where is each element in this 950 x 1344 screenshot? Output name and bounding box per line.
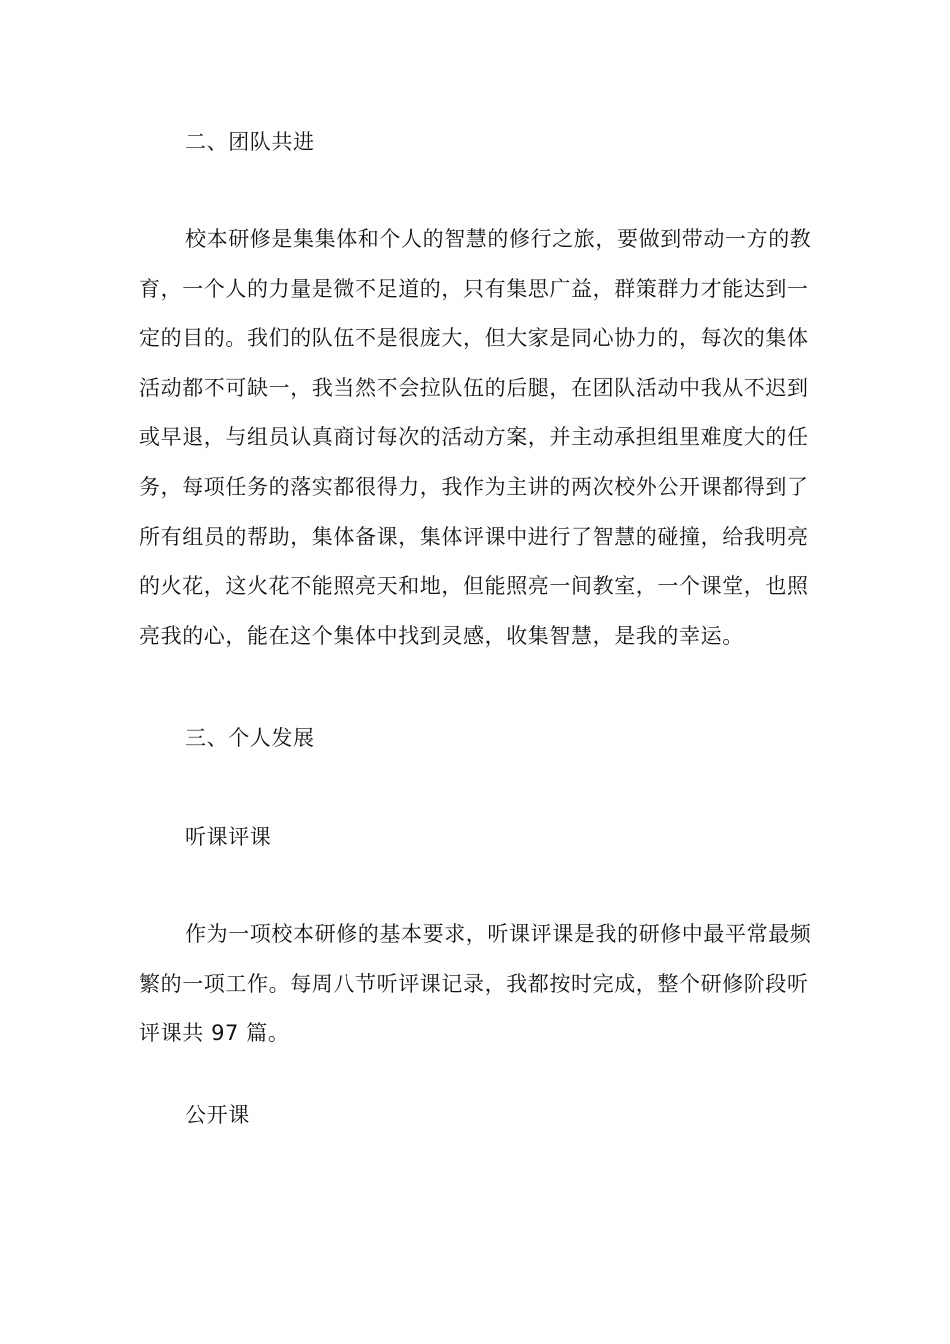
paragraph-line: 作为一项校本研修的基本要求，听课评课是我的研修中最平常最频 [185, 922, 812, 946]
paragraph-line: 活动都不可缺一，我当然不会拉队伍的后腿，在团队活动中我从不迟到 [139, 375, 809, 400]
subsection-heading-open-class: 公开课 [185, 1103, 250, 1127]
paragraph-line: 繁的一项工作。每周八节听评课记录，我都按时完成，整个研修阶段听 [139, 971, 809, 996]
subsection-heading-listen: 听课评课 [185, 825, 272, 849]
paragraph-line: 的火花，这火花不能照亮天和地，但能照亮一间教室，一个课堂，也照 [139, 574, 809, 599]
paragraph-listen [139, 910, 839, 1059]
paragraph-line: 校本研修是集集体和个人的智慧的修行之旅，要做到带动一方的教 [185, 227, 812, 251]
paragraph-line: 评课共 97 篇。 [139, 1021, 290, 1046]
paragraph-line: 育，一个人的力量是微不足道的，只有集思广益，群策群力才能达到一 [139, 276, 809, 301]
paragraph-line: 或早退，与组员认真商讨每次的活动方案，并主动承担组里难度大的任 [139, 425, 809, 450]
paragraph-line: 亮我的心，能在这个集体中找到灵感，收集智慧，是我的幸运。 [139, 623, 744, 648]
section-heading-team: 二、团队共进 [185, 130, 315, 154]
section-heading-personal: 三、个人发展 [185, 726, 315, 750]
paragraph-line: 所有组员的帮助，集体备课，集体评课中进行了智慧的碰撞，给我明亮 [139, 524, 809, 549]
paragraph-line: 定的目的。我们的队伍不是很庞大，但大家是同心协力的，每次的集体 [139, 326, 809, 351]
paragraph-team [139, 215, 839, 661]
paragraph-line: 务，每项任务的落实都很得力，我作为主讲的两次校外公开课都得到了 [139, 474, 809, 499]
